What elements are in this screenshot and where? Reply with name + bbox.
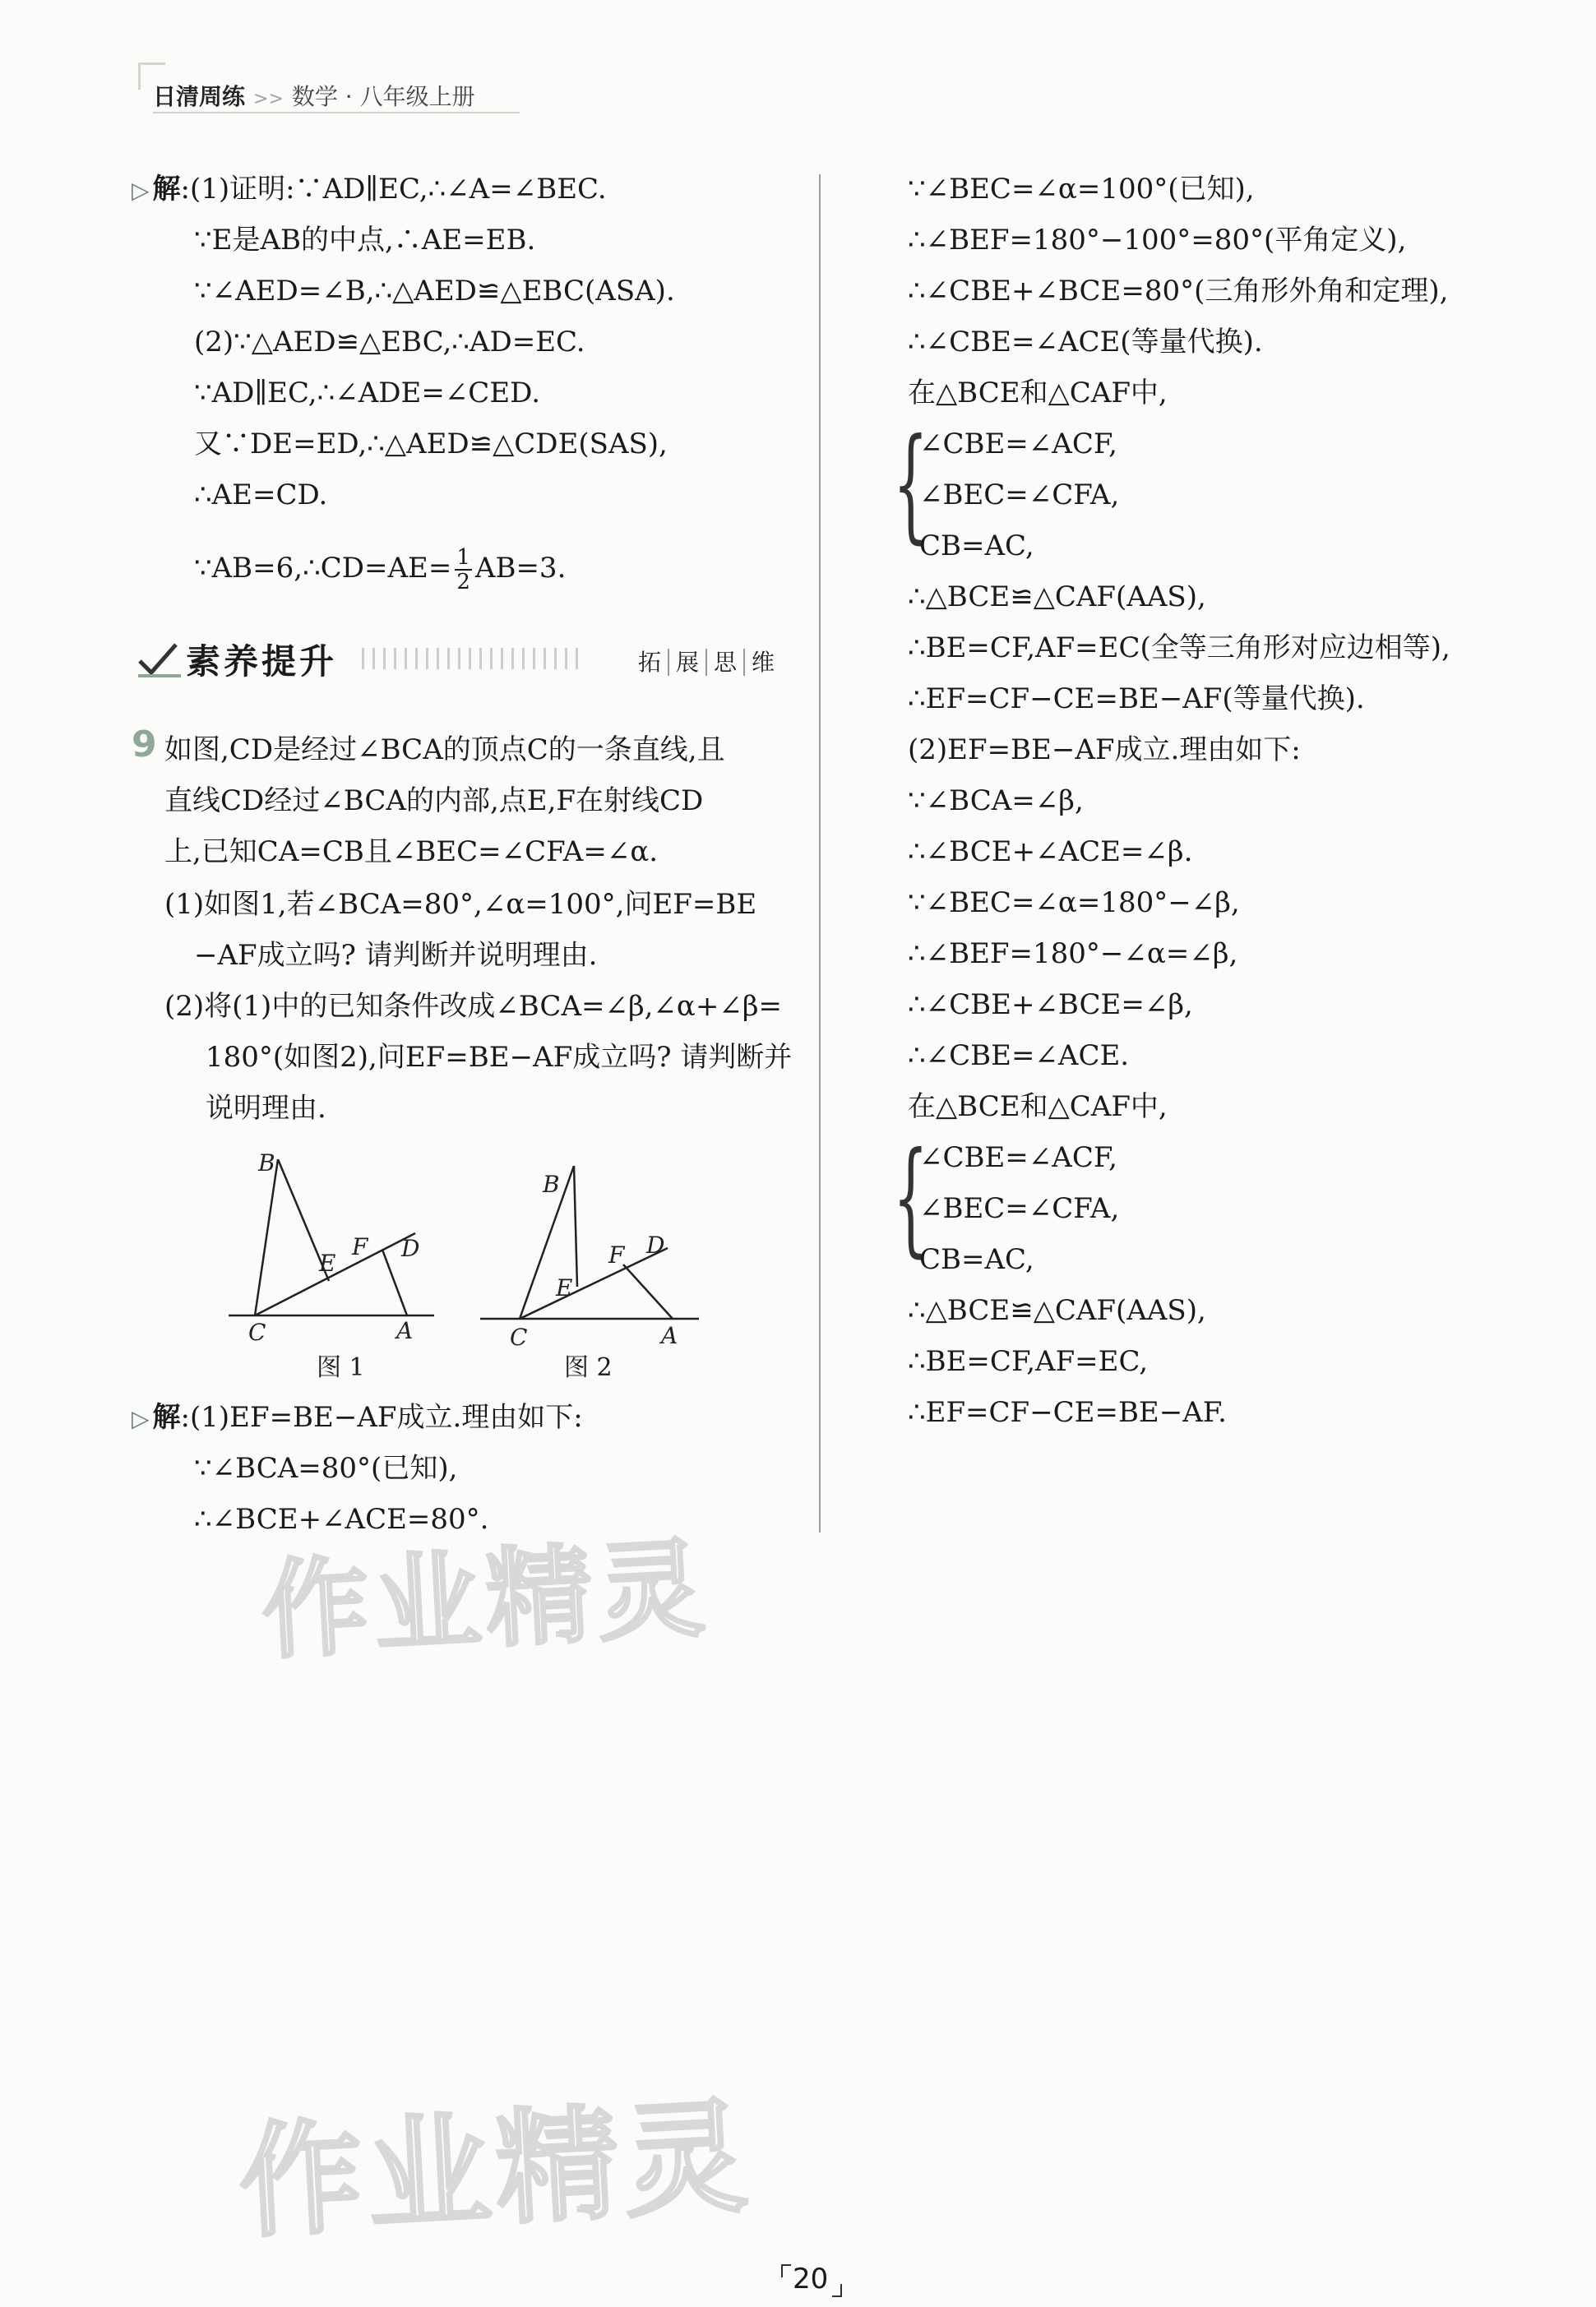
system2-line-3: CB=AC, [919,1243,1034,1276]
page-number-bracket-left [781,2264,791,2277]
sol8-line-3: ∵∠AED=∠B,∴△AED≌△EBC(ASA). [194,275,675,307]
right-line-15: ∴∠CBE=∠ACE. [908,1039,1130,1072]
right-line-2: ∴∠BEF=180°−100°=80°(平角定义), [908,224,1407,257]
fig1-label-a: A [396,1317,414,1344]
system-brace-1: { [893,413,928,556]
pencil-check-icon [135,640,184,681]
figure-1-caption: 图 1 [317,1353,365,1382]
right-line-16: 在△BCE和△CAF中, [908,1090,1168,1123]
system2-line-1: ∠CBE=∠ACF, [919,1141,1117,1174]
header-brand: 日清周练 [153,83,246,110]
right-line-14: ∴∠CBE+∠BCE=∠β, [908,988,1193,1021]
q9-line-2: 直线CD经过∠BCA的内部,点E,F在射线CD [164,784,704,817]
q9-line-1: 如图,CD是经过∠BCA的顶点C的一条直线,且 [164,733,725,766]
q9-line-8: 说明理由. [206,1092,326,1125]
header-underline [153,112,520,113]
q9-line-6: (2)将(1)中的已知条件改成∠BCA=∠β,∠α+∠β= [164,990,783,1023]
page-header [153,79,475,112]
sol8-line-2: ∵E是AB的中点,∴AE=EB. [194,224,536,257]
sol8-line-6: 又∵DE=ED,∴△AED≌△CDE(SAS), [194,428,668,460]
watermark-1: 作业精灵 [258,1525,713,1675]
fig2-line-fa [623,1264,673,1319]
system1-line-2: ∠BEC=∠CFA, [919,479,1120,511]
system1-line-1: ∠CBE=∠ACF, [919,428,1117,460]
solution-marker-icon: ▷ [132,177,150,204]
section-title: 素养提升 [186,641,338,682]
fig1-label-f: F [352,1233,368,1260]
section-tags: 拓 展 思 维 [631,645,781,677]
right-line-18: ∴BE=CF,AF=EC, [908,1345,1149,1378]
fraction-one-half: $\frac{1}{2}$ [456,545,470,594]
sol8-line-4: (2)∵△AED≌△EBC,∴AD=EC. [194,326,585,358]
sol8-line-5: ∵AD∥EC,∴∠ADE=∠CED. [194,377,540,409]
right-line-17: ∴△BCE≌△CAF(AAS), [908,1294,1206,1327]
section-dotted-rule [362,648,584,669]
fig2-label-d: D [646,1232,665,1259]
right-line-19: ∴EF=CF−CE=BE−AF. [908,1396,1227,1429]
fig1-label-d: D [401,1235,420,1262]
sol9-line-3: ∴∠BCE+∠ACE=80°. [194,1503,489,1536]
page-number: 20 [793,2263,829,2295]
fig2-line-be [574,1166,577,1287]
solution-marker-icon: ▷ [132,1405,150,1432]
q9-line-5: −AF成立吗? 请判断并说明理由. [194,939,598,972]
solution-label: 解 [152,173,181,206]
right-line-11: ∴∠BCE+∠ACE=∠β. [908,835,1193,868]
header-subject: 数学 · 八年级上册 [291,83,475,110]
fig2-label-f: F [608,1241,625,1269]
sol8-line-8: ∵AB=6,∴CD=AE= $\frac{1}{2}$ AB=3. [194,545,567,594]
solution-label: 解 [152,1401,181,1434]
right-line-1: ∵∠BEC=∠α=100°(已知), [908,173,1255,206]
fig2-label-e: E [556,1274,573,1301]
right-line-4: ∴∠CBE=∠ACE(等量代换). [908,326,1263,358]
sol8-line-1: ▷ 解:(1)证明:∵AD∥EC,∴∠A=∠BEC. [132,173,607,206]
figure-1 [222,1143,444,1357]
right-line-9: (2)EF=BE−AF成立.理由如下: [908,733,1301,766]
fig2-label-c: C [510,1324,528,1351]
q9-line-7: 180°(如图2),问EF=BE−AF成立吗? 请判断并 [206,1041,793,1074]
fig2-label-b: B [543,1171,560,1198]
right-line-13: ∴∠BEF=180°−∠α=∠β, [908,937,1238,970]
right-line-10: ∵∠BCA=∠β, [908,784,1084,817]
page-number-bracket-right [832,2284,842,2297]
figure-2-caption: 图 2 [564,1353,613,1382]
fig2-label-a: A [661,1322,678,1349]
sol8-line-7: ∴AE=CD. [194,479,328,511]
right-line-3: ∴∠CBE+∠BCE=80°(三角形外角和定理), [908,275,1449,307]
q9-line-3: 上,已知CA=CB且∠BEC=∠CFA=∠α. [164,835,659,868]
fig1-label-e: E [319,1250,336,1277]
system2-line-2: ∠BEC=∠CFA, [919,1192,1120,1225]
fig1-line-cb [255,1159,278,1315]
right-line-6: ∴△BCE≌△CAF(AAS), [908,580,1206,613]
sol9-line-2: ∵∠BCA=80°(已知), [194,1452,458,1485]
column-divider [819,174,821,1533]
right-line-7: ∴BE=CF,AF=EC(全等三角形对应边相等), [908,631,1450,664]
fig1-label-c: C [248,1319,266,1346]
right-line-12: ∵∠BEC=∠α=180°−∠β, [908,886,1240,919]
fig1-label-b: B [258,1149,275,1177]
sol9-line-1: ▷ 解:(1)EF=BE−AF成立.理由如下: [132,1401,583,1434]
system1-line-3: CB=AC, [919,529,1034,562]
figure-2 [477,1151,707,1357]
system-brace-2: { [893,1126,928,1269]
q9-line-4: (1)如图1,若∠BCA=80°,∠α=100°,问EF=BE [164,888,757,921]
right-line-8: ∴EF=CF−CE=BE−AF(等量代换). [908,682,1365,715]
header-arrows: >> [253,89,284,109]
right-line-5: 在△BCE和△CAF中, [908,377,1168,409]
question-number: 9 [132,724,157,765]
watermark-2: 作业精灵 [235,2085,756,2256]
